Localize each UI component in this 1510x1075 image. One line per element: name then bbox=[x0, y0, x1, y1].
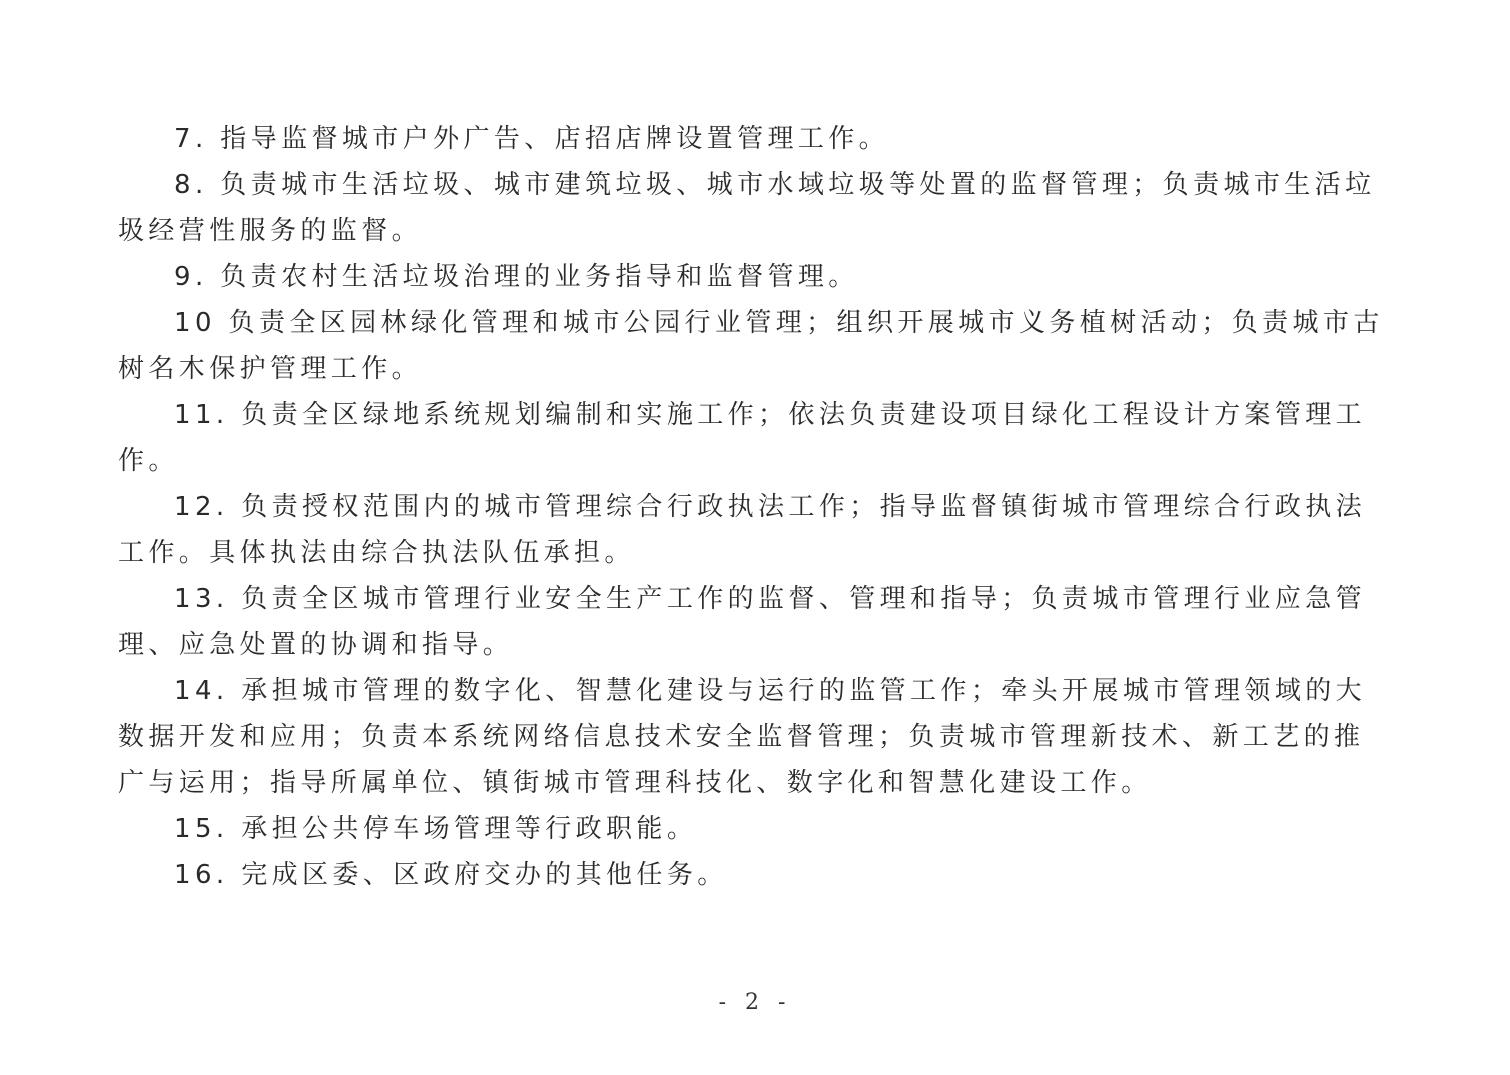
paragraph-11: 11. 负责全区绿地系统规划编制和实施工作；依法负责建设项目绿化工程设计方案管理工作。 bbox=[118, 400, 1367, 476]
paragraph-12: 12. 负责授权范围内的城市管理综合行政执法工作；指导监督镇街城市管理综合行政执法工作。具体执法由综合执法队伍承担。 bbox=[118, 492, 1367, 568]
paragraph-10: 10 负责全区园林绿化管理和城市公园行业管理；组织开展城市义务植树活动；负责城市古树名木保护管理工作。 bbox=[118, 308, 1384, 384]
paragraph-15: 15. 承担公共停车场管理等行政职能。 bbox=[174, 814, 698, 844]
paragraph-9: 9. 负责农村生活垃圾治理的业务指导和监督管理。 bbox=[174, 262, 859, 292]
paragraph-16: 16. 完成区委、区政府交办的其他任务。 bbox=[174, 860, 728, 890]
paragraph-8: 8. 负责城市生活垃圾、城市建筑垃圾、城市水域垃圾等处置的监督管理；负责城市生活垃圾经营性服务的监督。 bbox=[118, 170, 1376, 246]
paragraph-13: 13. 负责全区城市管理行业安全生产工作的监督、管理和指导；负责城市管理行业应急管理、应急处置的协调和指导。 bbox=[118, 584, 1367, 660]
page-number: - 2 - bbox=[718, 990, 792, 1015]
document-body bbox=[118, 116, 1393, 898]
paragraph-14: 14. 承担城市管理的数字化、智慧化建设与运行的监管工作；牵头开展城市管理领域的大数据开发和应用；负责本系统网络信息技术安全监督管理；负责城市管理新技术、新工艺的推广与运用；指导所属单位、镇街城市管理科技化、数字化和智慧化建设工作。 bbox=[118, 676, 1367, 798]
paragraph-7: 7. 指导监督城市户外广告、店招店牌设置管理工作。 bbox=[174, 124, 890, 154]
